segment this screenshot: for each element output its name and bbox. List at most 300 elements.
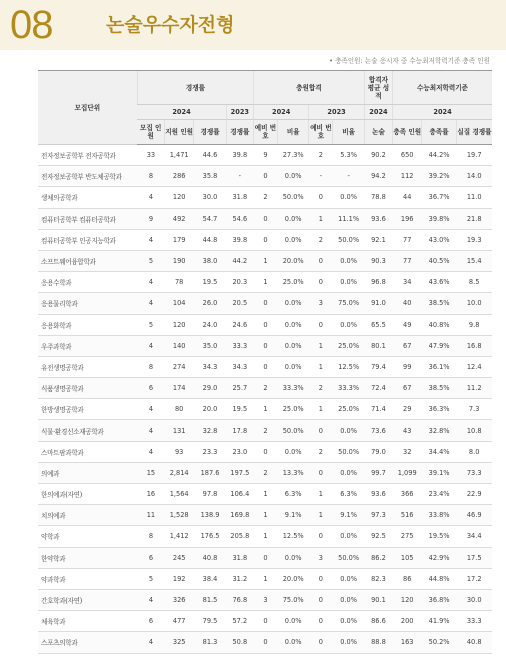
competition-2024: 30.0 — [194, 187, 226, 208]
essay-score: 91.0 — [364, 293, 392, 314]
met-count: 366 — [393, 484, 422, 505]
reserve-number-2023: 2 — [309, 145, 333, 166]
real-competition: 11.0 — [456, 187, 492, 208]
unit-name: 체육학과 — [38, 611, 137, 632]
reserve-number-2023: 3 — [309, 293, 333, 314]
extra-rate-2023: 0.0% — [333, 632, 364, 653]
met-count: 99 — [393, 356, 422, 377]
competition-2023: 19.5 — [226, 399, 253, 420]
header-ratio: 경쟁률 — [194, 120, 226, 145]
reserve-number-2023: 0 — [309, 187, 333, 208]
met-rate: 44.2% — [422, 145, 457, 166]
extra-rate-2024: 20.0% — [278, 250, 309, 271]
unit-name: 의예과 — [38, 462, 137, 483]
met-rate: 38.5% — [422, 378, 457, 399]
applicant-count: 179 — [165, 229, 194, 250]
recruit-count: 4 — [137, 335, 164, 356]
competition-2024: 26.0 — [194, 293, 226, 314]
essay-score: 92.1 — [364, 229, 392, 250]
essay-score: 82.3 — [364, 568, 392, 589]
header-met-rate: 충족률 — [422, 120, 457, 145]
table-row — [38, 208, 492, 229]
met-rate: 39.1% — [422, 462, 457, 483]
essay-score: 90.2 — [364, 145, 392, 166]
applicant-count: 93 — [165, 441, 194, 462]
header-rate: 비율 — [333, 120, 364, 145]
header-unit: 모집단위 — [38, 71, 137, 145]
met-rate: 36.7% — [422, 187, 457, 208]
reserve-number-2023: 2 — [309, 229, 333, 250]
extra-rate-2024: 0.0% — [278, 208, 309, 229]
header-year: 2023 — [309, 105, 364, 120]
competition-2023: 44.2 — [226, 250, 253, 271]
extra-rate-2023: 0.0% — [333, 462, 364, 483]
header-extra-pass: 충원합격 — [253, 71, 364, 105]
reserve-number-2023: 1 — [309, 505, 333, 526]
met-rate: 32.8% — [422, 420, 457, 441]
extra-rate-2024: 75.0% — [278, 589, 309, 610]
extra-rate-2023: 0.0% — [333, 526, 364, 547]
reserve-number-2023: 1 — [309, 484, 333, 505]
table-row — [38, 314, 492, 335]
extra-rate-2023: 12.5% — [333, 356, 364, 377]
reserve-number-2023: 2 — [309, 441, 333, 462]
extra-rate-2024: 9.1% — [278, 505, 309, 526]
recruit-count: 4 — [137, 399, 164, 420]
extra-rate-2024: 13.3% — [278, 462, 309, 483]
reserve-number-2024: 0 — [253, 166, 277, 187]
extra-rate-2023: 50.0% — [333, 229, 364, 250]
met-count: 29 — [393, 399, 422, 420]
extra-rate-2024: 25.0% — [278, 399, 309, 420]
met-rate: 38.5% — [422, 293, 457, 314]
reserve-number-2024: 0 — [253, 293, 277, 314]
competition-2023: 39.8 — [226, 145, 253, 166]
extra-rate-2024: 0.0% — [278, 611, 309, 632]
met-count: 67 — [393, 335, 422, 356]
header-met-count: 충족 인원 — [393, 120, 422, 145]
admission-results-table — [38, 70, 492, 654]
real-competition: 17.5 — [456, 547, 492, 568]
competition-2023: 20.3 — [226, 272, 253, 293]
competition-2023: 76.8 — [226, 589, 253, 610]
section-header — [0, 0, 506, 50]
recruit-count: 6 — [137, 611, 164, 632]
table-row — [38, 166, 492, 187]
competition-2024: 40.8 — [194, 547, 226, 568]
met-rate: 19.5% — [422, 526, 457, 547]
reserve-number-2023: 1 — [309, 335, 333, 356]
competition-2023: - — [226, 166, 253, 187]
competition-2024: 19.5 — [194, 272, 226, 293]
header-year: 2024 — [393, 105, 492, 120]
table-row — [38, 272, 492, 293]
unit-name: 스마트팜과학과 — [38, 441, 137, 462]
met-rate: 44.8% — [422, 568, 457, 589]
reserve-number-2024: 0 — [253, 547, 277, 568]
essay-score: 93.6 — [364, 484, 392, 505]
met-count: 196 — [393, 208, 422, 229]
unit-name: 컴퓨터공학부 컴퓨터공학과 — [38, 208, 137, 229]
reserve-number-2024: 1 — [253, 568, 277, 589]
recruit-count: 4 — [137, 187, 164, 208]
met-rate: 40.5% — [422, 250, 457, 271]
extra-rate-2024: 0.0% — [278, 441, 309, 462]
extra-rate-2023: 6.3% — [333, 484, 364, 505]
competition-2024: 38.4 — [194, 568, 226, 589]
competition-2024: 176.5 — [194, 526, 226, 547]
applicant-count: 2,814 — [165, 462, 194, 483]
extra-rate-2024: 50.0% — [278, 420, 309, 441]
extra-rate-2023: 5.3% — [333, 145, 364, 166]
essay-score: 78.8 — [364, 187, 392, 208]
unit-name: 컴퓨터공학부 인공지능학과 — [38, 229, 137, 250]
real-competition: 9.8 — [456, 314, 492, 335]
reserve-number-2024: 0 — [253, 208, 277, 229]
essay-score: 72.4 — [364, 378, 392, 399]
table-row — [38, 420, 492, 441]
recruit-count: 9 — [137, 208, 164, 229]
competition-2024: 24.0 — [194, 314, 226, 335]
essay-score: 79.4 — [364, 356, 392, 377]
reserve-number-2024: 9 — [253, 145, 277, 166]
applicant-count: 1,471 — [165, 145, 194, 166]
applicant-count: 326 — [165, 589, 194, 610]
essay-score: 94.2 — [364, 166, 392, 187]
reserve-number-2023: 0 — [309, 526, 333, 547]
unit-name: 한방생명공학과 — [38, 399, 137, 420]
reserve-number-2023: 1 — [309, 356, 333, 377]
met-count: 77 — [393, 229, 422, 250]
recruit-count: 8 — [137, 166, 164, 187]
reserve-number-2024: 1 — [253, 505, 277, 526]
met-rate: 41.9% — [422, 611, 457, 632]
real-competition: 19.3 — [456, 229, 492, 250]
table-row — [38, 484, 492, 505]
real-competition: 22.9 — [456, 484, 492, 505]
real-competition: 10.8 — [456, 420, 492, 441]
met-count: 44 — [393, 187, 422, 208]
reserve-number-2024: 0 — [253, 441, 277, 462]
competition-2024: 29.0 — [194, 378, 226, 399]
header-reserve-number: 예비 번호 — [309, 120, 333, 145]
applicant-count: 80 — [165, 399, 194, 420]
recruit-count: 8 — [137, 526, 164, 547]
extra-rate-2024: 0.0% — [278, 166, 309, 187]
recruit-count: 11 — [137, 505, 164, 526]
reserve-number-2024: 0 — [253, 229, 277, 250]
reserve-number-2023: 0 — [309, 420, 333, 441]
extra-rate-2023: 0.0% — [333, 272, 364, 293]
table-row — [38, 441, 492, 462]
real-competition: 10.0 — [456, 293, 492, 314]
met-rate: 43.0% — [422, 229, 457, 250]
essay-score: 80.1 — [364, 335, 392, 356]
real-competition: 19.7 — [456, 145, 492, 166]
extra-rate-2024: 6.3% — [278, 484, 309, 505]
extra-rate-2024: 20.0% — [278, 568, 309, 589]
header-applicants: 지원 인원 — [165, 120, 194, 145]
reserve-number-2024: 0 — [253, 335, 277, 356]
recruit-count: 4 — [137, 272, 164, 293]
recruit-count: 33 — [137, 145, 164, 166]
met-rate: 43.6% — [422, 272, 457, 293]
unit-name: 약과학과 — [38, 568, 137, 589]
essay-score: 73.6 — [364, 420, 392, 441]
applicant-count: 120 — [165, 187, 194, 208]
essay-score: 93.6 — [364, 208, 392, 229]
real-competition: 8.5 — [456, 272, 492, 293]
extra-rate-2023: 25.0% — [333, 335, 364, 356]
unit-name: 한약학과 — [38, 547, 137, 568]
section-number: 08 — [10, 3, 53, 47]
extra-rate-2023: 50.0% — [333, 441, 364, 462]
competition-2023: 169.8 — [226, 505, 253, 526]
competition-2023: 23.0 — [226, 441, 253, 462]
extra-rate-2023: 0.0% — [333, 314, 364, 335]
extra-rate-2024: 25.0% — [278, 272, 309, 293]
extra-rate-2024: 12.5% — [278, 526, 309, 547]
competition-2024: 97.8 — [194, 484, 226, 505]
extra-rate-2024: 0.0% — [278, 314, 309, 335]
table-row — [38, 399, 492, 420]
recruit-count: 4 — [137, 589, 164, 610]
met-count: 105 — [393, 547, 422, 568]
met-rate: 39.8% — [422, 208, 457, 229]
reserve-number-2024: 2 — [253, 187, 277, 208]
applicant-count: 190 — [165, 250, 194, 271]
header-competition: 경쟁률 — [137, 71, 253, 105]
reserve-number-2023: 3 — [309, 547, 333, 568]
competition-2023: 34.3 — [226, 356, 253, 377]
real-competition: 15.4 — [456, 250, 492, 271]
reserve-number-2024: 2 — [253, 378, 277, 399]
competition-2024: 20.0 — [194, 399, 226, 420]
met-rate: 36.1% — [422, 356, 457, 377]
competition-2023: 205.8 — [226, 526, 253, 547]
applicant-count: 120 — [165, 314, 194, 335]
reserve-number-2024: 1 — [253, 250, 277, 271]
real-competition: 17.2 — [456, 568, 492, 589]
met-rate: 40.8% — [422, 314, 457, 335]
essay-score: 88.8 — [364, 632, 392, 653]
real-competition: 7.3 — [456, 399, 492, 420]
met-count: 275 — [393, 526, 422, 547]
applicant-count: 140 — [165, 335, 194, 356]
essay-score: 92.5 — [364, 526, 392, 547]
table-row — [38, 378, 492, 399]
extra-rate-2023: 11.1% — [333, 208, 364, 229]
unit-name: 간호학과(자연) — [38, 589, 137, 610]
real-competition: 14.0 — [456, 166, 492, 187]
applicant-count: 1,528 — [165, 505, 194, 526]
header-ratio-prev: 경쟁률 — [226, 120, 253, 145]
competition-2024: 81.5 — [194, 589, 226, 610]
table-row — [38, 335, 492, 356]
reserve-number-2024: 0 — [253, 611, 277, 632]
competition-2023: 54.6 — [226, 208, 253, 229]
extra-rate-2024: 27.3% — [278, 145, 309, 166]
reserve-number-2023: 0 — [309, 272, 333, 293]
real-competition: 12.4 — [456, 356, 492, 377]
unit-name: 소프트웨어융합학과 — [38, 250, 137, 271]
extra-rate-2024: 50.0% — [278, 187, 309, 208]
reserve-number-2023: 1 — [309, 399, 333, 420]
unit-name: 전자정보공학부 반도체공학과 — [38, 166, 137, 187]
competition-2024: 138.9 — [194, 505, 226, 526]
section-title: 논술우수자전형 — [106, 14, 235, 36]
met-rate: 34.4% — [422, 441, 457, 462]
real-competition: 33.3 — [456, 611, 492, 632]
met-rate: 47.9% — [422, 335, 457, 356]
unit-name: 우주과학과 — [38, 335, 137, 356]
header-real-competition: 실질 경쟁률 — [456, 120, 492, 145]
recruit-count: 5 — [137, 250, 164, 271]
recruit-count: 15 — [137, 462, 164, 483]
essay-score: 79.0 — [364, 441, 392, 462]
header-year: 2024 — [253, 105, 308, 120]
unit-name: 응용수학과 — [38, 272, 137, 293]
applicant-count: 274 — [165, 356, 194, 377]
met-rate: 33.8% — [422, 505, 457, 526]
reserve-number-2024: 0 — [253, 314, 277, 335]
met-rate: 36.8% — [422, 589, 457, 610]
competition-2023: 197.5 — [226, 462, 253, 483]
applicant-count: 174 — [165, 378, 194, 399]
table-row — [38, 229, 492, 250]
reserve-number-2023: 0 — [309, 462, 333, 483]
recruit-count: 4 — [137, 420, 164, 441]
met-count: 32 — [393, 441, 422, 462]
competition-2023: 57.2 — [226, 611, 253, 632]
competition-2024: 35.8 — [194, 166, 226, 187]
reserve-number-2023: 0 — [309, 314, 333, 335]
met-count: 120 — [393, 589, 422, 610]
applicant-count: 104 — [165, 293, 194, 314]
header-year: 2024 — [364, 105, 392, 120]
reserve-number-2024: 1 — [253, 484, 277, 505]
extra-rate-2023: 0.0% — [333, 568, 364, 589]
reserve-number-2024: 1 — [253, 399, 277, 420]
table-row — [38, 526, 492, 547]
unit-name: 응용화학과 — [38, 314, 137, 335]
reserve-number-2023: - — [309, 166, 333, 187]
essay-score: 90.1 — [364, 589, 392, 610]
competition-2023: 50.8 — [226, 632, 253, 653]
extra-rate-2023: 0.0% — [333, 589, 364, 610]
applicant-count: 1,412 — [165, 526, 194, 547]
essay-score: 71.4 — [364, 399, 392, 420]
extra-rate-2024: 0.0% — [278, 632, 309, 653]
unit-name: 전자정보공학부 전자공학과 — [38, 145, 137, 166]
competition-2023: 24.6 — [226, 314, 253, 335]
recruit-count: 4 — [137, 293, 164, 314]
applicant-count: 192 — [165, 568, 194, 589]
essay-score: 90.3 — [364, 250, 392, 271]
extra-rate-2023: 0.0% — [333, 187, 364, 208]
essay-score: 99.7 — [364, 462, 392, 483]
reserve-number-2023: 0 — [309, 611, 333, 632]
recruit-count: 4 — [137, 441, 164, 462]
real-competition: 30.0 — [456, 589, 492, 610]
table-row — [38, 589, 492, 610]
recruit-count: 16 — [137, 484, 164, 505]
unit-name: 응용물리학과 — [38, 293, 137, 314]
header-recruit: 모집 인원 — [137, 120, 164, 145]
unit-name: 식물·환경신소재공학과 — [38, 420, 137, 441]
extra-rate-2023: 9.1% — [333, 505, 364, 526]
competition-2023: 39.8 — [226, 229, 253, 250]
real-competition: 46.9 — [456, 505, 492, 526]
real-competition: 8.0 — [456, 441, 492, 462]
header-min-requirement: 수능최저학력기준 — [393, 71, 492, 105]
competition-2024: 187.6 — [194, 462, 226, 483]
real-competition: 11.2 — [456, 378, 492, 399]
table-row — [38, 632, 492, 653]
met-count: 112 — [393, 166, 422, 187]
recruit-count: 6 — [137, 547, 164, 568]
reserve-number-2023: 1 — [309, 208, 333, 229]
unit-name: 유전생명공학과 — [38, 356, 137, 377]
extra-rate-2024: 0.0% — [278, 547, 309, 568]
extra-rate-2023: 25.0% — [333, 399, 364, 420]
met-count: 77 — [393, 250, 422, 271]
recruit-count: 8 — [137, 356, 164, 377]
competition-2024: 32.8 — [194, 420, 226, 441]
recruit-count: 4 — [137, 229, 164, 250]
reserve-number-2023: 2 — [309, 378, 333, 399]
applicant-count: 477 — [165, 611, 194, 632]
applicant-count: 286 — [165, 166, 194, 187]
essay-score: 86.2 — [364, 547, 392, 568]
unit-name: 식품생명공학과 — [38, 378, 137, 399]
essay-score: 96.8 — [364, 272, 392, 293]
table-row — [38, 187, 492, 208]
extra-rate-2023: 0.0% — [333, 250, 364, 271]
competition-2023: 31.8 — [226, 547, 253, 568]
table-note: • 충족인원: 논술 응시자 중 수능최저학력기준 충족 인원 — [329, 57, 490, 65]
competition-2023: 33.3 — [226, 335, 253, 356]
met-count: 650 — [393, 145, 422, 166]
met-count: 86 — [393, 568, 422, 589]
competition-2024: 23.3 — [194, 441, 226, 462]
met-count: 67 — [393, 378, 422, 399]
met-count: 200 — [393, 611, 422, 632]
table-row — [38, 505, 492, 526]
essay-score: 97.3 — [364, 505, 392, 526]
competition-2024: 35.0 — [194, 335, 226, 356]
header-year: 2023 — [226, 105, 253, 120]
table-row — [38, 293, 492, 314]
met-count: 49 — [393, 314, 422, 335]
applicant-count: 78 — [165, 272, 194, 293]
extra-rate-2023: 0.0% — [333, 420, 364, 441]
reserve-number-2023: 0 — [309, 250, 333, 271]
met-count: 516 — [393, 505, 422, 526]
header-year: 2024 — [137, 105, 226, 120]
real-competition: 34.4 — [456, 526, 492, 547]
unit-name: 스포츠의학과 — [38, 632, 137, 653]
competition-2024: 38.0 — [194, 250, 226, 271]
recruit-count: 6 — [137, 378, 164, 399]
reserve-number-2024: 1 — [253, 272, 277, 293]
competition-2023: 20.5 — [226, 293, 253, 314]
met-rate: 42.9% — [422, 547, 457, 568]
extra-rate-2023: 0.0% — [333, 611, 364, 632]
real-competition: 21.8 — [456, 208, 492, 229]
reserve-number-2024: 0 — [253, 632, 277, 653]
competition-2023: 25.7 — [226, 378, 253, 399]
